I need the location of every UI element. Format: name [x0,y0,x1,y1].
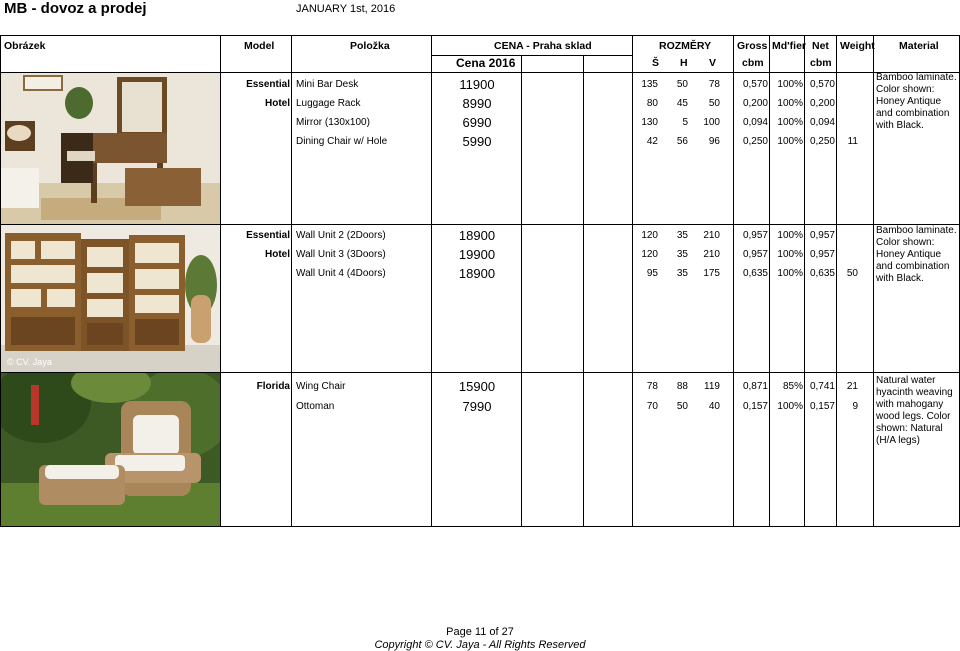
cell-model: Essential [246,230,290,241]
cell-w: 120 [641,249,658,260]
cell-w: 120 [641,230,658,241]
cell-v: 119 [704,381,720,392]
col-header-dim-v: V [709,57,717,69]
cell-w: 130 [641,117,658,128]
cell-net: 0,957 [809,249,835,260]
table-row [0,76,960,94]
watermark: © CV. Jaya [7,357,52,367]
cell-v: 210 [703,249,720,260]
cell-price: 8990 [462,96,492,111]
col-header-dimensions: ROZMĚRY [659,40,712,52]
cell-mdf: 100% [777,98,803,109]
cell-net: 0,741 [809,381,835,392]
copyright: Copyright © CV. Jaya - All Rights Reserved [374,639,586,651]
cell-gross: 0,635 [742,268,768,279]
table-row [0,246,960,264]
cell-v: 175 [703,268,720,279]
cell-h: 88 [676,381,688,392]
cell-mdf: 100% [777,230,803,241]
cell-v: 50 [708,98,720,109]
document-title: MB - dovoz a prodej [4,0,147,17]
document-date: JANUARY 1st, 2016 [296,3,396,15]
cell-v: 96 [708,136,720,147]
cell-w: 78 [646,381,658,392]
cell-v: 78 [708,79,720,90]
material-description: Natural water hyacinth weaving with mahogany wood legs. Color shown: Natural (H/A legs) [876,375,953,446]
cell-model: Hotel [265,249,290,260]
cell-w: 95 [646,268,658,279]
cell-w: 135 [641,79,658,90]
col-header-net: Net [812,40,829,52]
cell-net: 0,157 [809,401,835,412]
cell-w: 70 [646,401,658,412]
cell-v: 100 [703,117,720,128]
cell-w: 80 [646,98,658,109]
cell-gross: 0,157 [742,401,768,412]
material-description: Bamboo laminate. Color shown: Honey Antique and combination with Black. [876,72,957,131]
col-header-model: Model [244,40,275,52]
cell-item: Mini Bar Desk [296,79,359,90]
cell-item: Wall Unit 3 (3Doors) [296,249,386,260]
cell-item: Wall Unit 2 (2Doors) [296,230,386,241]
cell-net: 0,094 [809,117,835,128]
cell-h: 50 [676,401,688,412]
cell-gross: 0,957 [742,249,768,260]
cell-item: Ottoman [296,401,335,412]
cell-price: 15900 [458,379,496,394]
cell-item: Dining Chair w/ Hole [296,136,388,147]
col-header-mdfier: Md'fier [772,40,806,52]
cell-h: 56 [676,136,688,147]
cell-item: Mirror (130x100) [296,117,370,128]
cell-v: 40 [708,401,720,412]
cell-net: 0,570 [809,79,835,90]
col-header-gross-unit: cbm [742,57,764,69]
col-header-net-unit: cbm [810,57,832,69]
col-header-price-year: Cena 2016 [456,56,516,70]
cell-h: 35 [676,268,688,279]
cell-gross: 0,871 [742,381,768,392]
col-header-image: Obrázek [4,40,46,52]
col-header-item: Položka [350,40,390,52]
table-row [0,133,960,151]
page-number: Page 11 of 27 [446,626,514,638]
table-row [0,227,960,245]
cell-net: 0,957 [809,230,835,241]
cell-model: Essential [246,79,290,90]
cell-item: Luggage Rack [296,98,361,109]
cell-gross: 0,250 [742,136,768,147]
cell-model: Hotel [265,98,290,109]
cell-item: Wall Unit 4 (4Doors) [296,268,386,279]
table-row [0,398,960,416]
cell-mdf: 100% [777,136,803,147]
cell-gross: 0,200 [742,98,768,109]
cell-mdf: 100% [777,79,803,90]
cell-price: 18900 [458,228,496,243]
cell-mdf: 100% [777,401,803,412]
table-row [0,95,960,113]
col-header-price: CENA - Praha sklad [494,40,592,52]
cell-h: 35 [676,249,688,260]
cell-weight: 11 [847,136,858,147]
cell-price: 18900 [458,266,496,281]
cell-price: 7990 [462,399,492,414]
cell-model: Florida [256,381,290,392]
material-description: Bamboo laminate. Color shown: Honey Antique and combination with Black. [876,225,957,284]
cell-net: 0,250 [809,136,835,147]
cell-price: 19900 [458,247,496,262]
cell-price: 6990 [462,115,492,130]
table-row [0,114,960,132]
cell-v: 210 [703,230,720,241]
cell-mdf: 100% [777,249,803,260]
cell-net: 0,635 [809,268,835,279]
cell-gross: 0,094 [742,117,768,128]
cell-h: 5 [682,117,688,128]
cell-weight: 50 [846,268,858,279]
table-row [0,378,960,396]
cell-gross: 0,570 [742,79,768,90]
cell-h: 50 [676,79,688,90]
col-header-weight: Weight [840,40,875,52]
cell-gross: 0,957 [742,230,768,241]
cell-mdf: 100% [777,268,803,279]
col-header-dim-w: Š [652,57,660,69]
cell-mdf: 100% [777,117,803,128]
col-header-gross: Gross [737,40,768,52]
col-header-material: Material [899,40,939,52]
cell-price: 5990 [462,134,492,149]
cell-item: Wing Chair [296,381,346,392]
cell-mdf: 85% [782,381,803,392]
cell-net: 0,200 [809,98,835,109]
cell-weight: 9 [852,401,858,412]
cell-w: 42 [646,136,658,147]
cell-h: 45 [676,98,688,109]
col-header-dim-h: H [680,57,688,69]
cell-h: 35 [676,230,688,241]
table-row [0,265,960,283]
cell-weight: 21 [846,381,858,392]
cell-price: 11900 [459,77,495,92]
